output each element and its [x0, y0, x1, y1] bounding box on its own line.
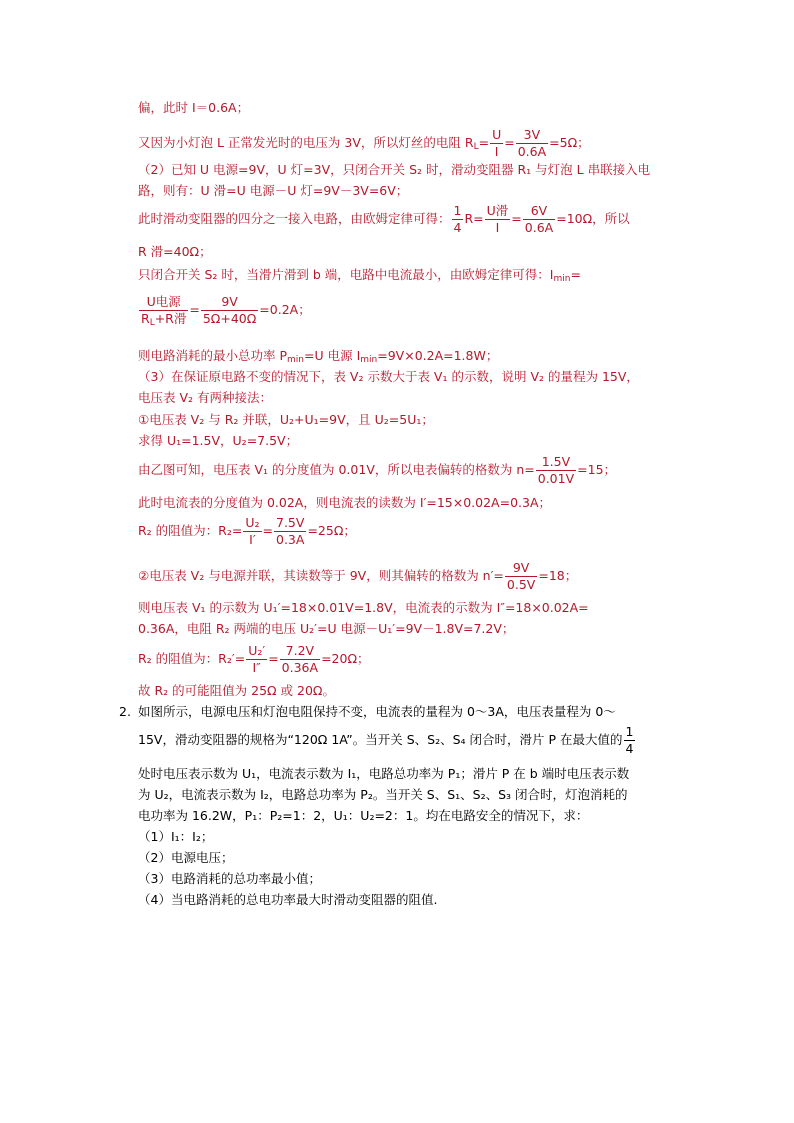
solution-line: R 滑=40Ω；	[138, 244, 212, 259]
fraction: $\frac{\text{U电源}}{R_L+R滑}$	[141, 294, 187, 328]
solution-line: 则电压表 V₁ 的示数为 U₁′=18×0.01V=1.8V，电流表的示数为 I″=18×0.02A=	[138, 600, 589, 615]
solution-line: $\frac{\text{U电源}}{R_L+R滑}$ = $\frac{9V}{5\Omega+40\Omega}$ =0.2A；	[141, 294, 311, 328]
solution-line: 0.36A，电阻 R₂ 两端的电压 U₂′=U 电源－U₁′=9V－1.8V=7.2V；	[138, 621, 515, 636]
solution-line: ②电压表 V₂ 与电源并联，其读数等于 9V，则其偏转的格数为 n′= $\frac{9V}{0.5V}$ =18；	[138, 560, 578, 592]
solution-line: 偏，此时 I＝0.6A；	[138, 100, 250, 115]
solution-line: 由乙图可知，电压表 V₁ 的分度值为 0.01V，所以电表偏转的格数为 n= $\frac{1.5V}{0.01V}$ =15；	[138, 454, 617, 486]
solution-line: （2）已知 U 电源=9V，U 灯=3V，只闭合开关 S₂ 时，滑动变阻器 R₁ 与灯泡 L 串联接入电	[138, 162, 651, 177]
problem-line: 电功率为 16.2W，P₁：P₂=1：2，U₁：U₂=2：1。均在电路安全的情况下，求：	[138, 808, 589, 823]
question-item: （4）当电路消耗的总电功率最大时滑动变阻器的阻值.	[138, 892, 438, 907]
fraction: $\frac{\text{U₂′}}{I''}$	[248, 643, 266, 675]
problem-line: 如图所示，电源电压和灯泡电阻保持不变，电流表的量程为 0～3A，电压表量程为 0～	[138, 704, 616, 719]
solution-line: 只闭合开关 S₂ 时，当滑片滑到 b 端，电路中电流最小，由欧姆定律可得：$I_{min}=$	[138, 267, 581, 284]
solution-line: R₂ 的阻值为：R₂′= $\frac{\text{U₂′}}{I''}$ = $\frac{7.2V}{0.36A}$ =20Ω；	[138, 643, 370, 675]
solution-line: 此时滑动变阻器的四分之一接入电路，由欧姆定律可得： $\frac{1}{4}$ R= $\frac{\text{U滑}}{I}$ = $\frac{6V}{0.6A}$ =10Ω，所以	[138, 203, 630, 235]
solution-line: ①电压表 V₂ 与 R₂ 并联，U₂+U₁=9V，且 U₂=5U₁；	[138, 412, 434, 427]
solution-line: 又因为小灯泡 L 正常发光时的电压为 3V，所以灯丝的电阻 $R_L=$ $\frac{U}{I}$ = $\frac{3V}{0.6A}$ =5Ω；	[138, 127, 590, 159]
solution-line: 故 R₂ 的可能阻值为 25Ω 或 20Ω。	[138, 683, 335, 698]
solution-line: 电压表 V₂ 有两种接法：	[138, 390, 273, 405]
fraction: $\frac{1}{4}$	[625, 724, 634, 756]
question-item: （2）电源电压；	[138, 850, 234, 865]
question-item: （3）电路消耗的总功率最小值；	[138, 871, 321, 886]
solution-line: 路，则有：U 滑=U 电源－U 灯=9V－3V=6V；	[138, 183, 409, 198]
question-item: （1）I₁：I₂；	[138, 829, 214, 844]
problem-number: 2.	[119, 704, 131, 719]
solution-line: （3）在保证原电路不变的情况下，表 V₂ 示数大于表 V₁ 的示数，说明 V₂ 的量程为 15V，	[138, 369, 639, 384]
fraction: $\frac{1.5V}{0.01V}$	[537, 454, 575, 486]
solution-line: R₂ 的阻值为：R₂= $\frac{\text{U₂}}{I'}$ = $\frac{7.5V}{0.3A}$ =25Ω；	[138, 515, 356, 547]
fraction: $\frac{\text{U₂}}{I'}$	[245, 515, 260, 547]
fraction: $\frac{3V}{0.6A}$	[517, 127, 547, 159]
fraction: $\frac{9V}{0.5V}$	[506, 560, 536, 592]
problem-line: 为 U₂，电流表示数为 I₂，电路总功率为 P₂。当开关 S、S₁、S₂、S₃ 闭合时，灯泡消耗的	[138, 787, 628, 802]
fraction: $\frac{7.2V}{0.36A}$	[281, 643, 319, 675]
problem-line: 15V，滑动变阻器的规格为“120Ω 1A”。当开关 S、S₂、S₄ 闭合时，滑片 P 在最大值的 $\frac{1}{4}$	[138, 724, 634, 756]
fraction: $\frac{1}{4}$	[453, 203, 462, 235]
fraction: $\frac{\text{U滑}}{I}$	[486, 203, 509, 235]
problem-line: 处时电压表示数为 U₁，电流表示数为 I₁，电路总功率为 P₁；滑片 P 在 b 端时电压表示数	[138, 766, 630, 781]
solution-line: 求得 U₁=1.5V，U₂=7.5V；	[138, 433, 299, 448]
fraction: $\frac{9V}{5\Omega+40\Omega}$	[202, 294, 257, 326]
fraction: $\frac{7.5V}{0.3A}$	[276, 515, 305, 547]
solution-line: 此时电流表的分度值为 0.02A，则电流表的读数为 I′=15×0.02A=0.3A；	[138, 495, 551, 510]
fraction: $\frac{U}{I}$	[492, 127, 502, 159]
fraction: $\frac{6V}{0.6A}$	[524, 203, 554, 235]
solution-line: 则电路消耗的最小总功率 $P_{min}=U$ 电源 $I_{min}=9V\times 0.2A=1.8W$；	[138, 348, 499, 365]
